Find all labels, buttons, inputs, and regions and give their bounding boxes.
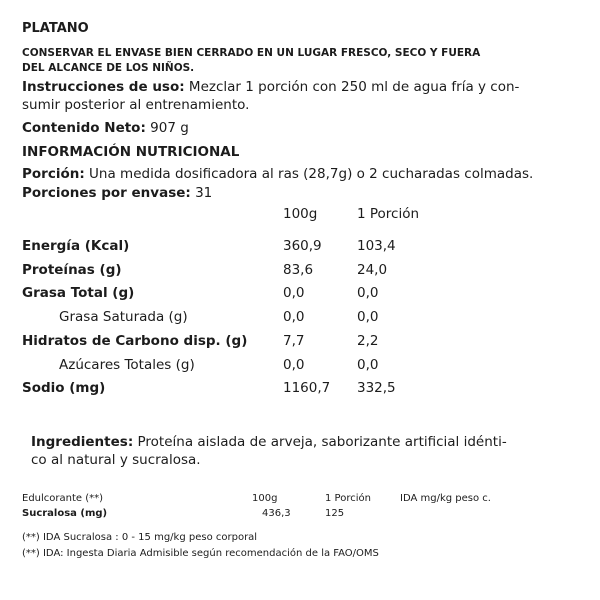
- net-content-label: Contenido Neto:: [22, 120, 146, 136]
- storage-text-line2: DEL ALCANCE DE LOS NIÑOS.: [22, 62, 195, 74]
- ingredients-line2: co al natural y sucralosa.: [31, 452, 201, 468]
- sweetener-column-ida: IDA mg/kg peso c.: [400, 493, 491, 504]
- nutrient-value-portion: 0,0: [357, 357, 379, 373]
- nutrition-heading: INFORMACIÓN NUTRICIONAL: [22, 144, 240, 160]
- ingredients-text: Proteína aislada de arveja, saborizante artificial idénti-: [133, 434, 507, 450]
- nutrient-value-100g: 1160,7: [283, 380, 331, 396]
- servings-per-package: [22, 185, 212, 201]
- nutrient-label-saturated-fat: Grasa Saturada (g): [59, 309, 188, 325]
- serving-label: Porción:: [22, 166, 85, 182]
- storage-text-line1: CONSERVAR EL ENVASE BIEN CERRADO EN UN LUGAR FRESCO, SECO Y FUERA: [22, 47, 481, 59]
- serving-line: [22, 166, 533, 182]
- serving-value: Una medida dosificadora al ras (28,7g) o 2 cucharadas colmadas.: [84, 166, 534, 182]
- instructions-text: Mezclar 1 porción con 250 ml de agua fría y con-: [184, 79, 520, 95]
- sweetener-value-portion: 125: [325, 508, 345, 519]
- nutrient-value-portion: 332,5: [357, 380, 396, 396]
- nutrient-value-100g: 0,0: [283, 309, 305, 325]
- column-header-portion: 1 Porción: [357, 206, 420, 222]
- nutrient-label-protein: Proteínas (g): [22, 262, 122, 278]
- nutrient-value-100g: 360,9: [283, 238, 322, 254]
- nutrient-value-portion: 24,0: [357, 262, 388, 278]
- nutrient-value-100g: 7,7: [283, 333, 305, 349]
- sweetener-column-label: Edulcorante (**): [22, 493, 104, 504]
- column-header-100g: 100g: [283, 206, 318, 222]
- nutrient-value-portion: 103,4: [357, 238, 396, 254]
- nutrient-value-100g: 83,6: [283, 262, 314, 278]
- servings-value: 31: [190, 185, 213, 201]
- sweetener-value-100g: 436,3: [262, 508, 291, 519]
- ingredients-line1: [31, 434, 507, 450]
- nutrient-value-100g: 0,0: [283, 285, 305, 301]
- sweetener-column-100g: 100g: [252, 493, 278, 504]
- servings-label: Porciones por envase:: [22, 185, 191, 201]
- nutrient-label-total-fat: Grasa Total (g): [22, 285, 135, 301]
- product-name: PLATANO: [22, 21, 89, 36]
- footnote-ida-sucralose: (**) IDA Sucralosa : 0 - 15 mg/kg peso corporal: [22, 532, 258, 543]
- net-content-value: 907 g: [145, 120, 189, 136]
- sweetener-column-portion: 1 Porción: [325, 493, 371, 504]
- net-content: [22, 120, 189, 136]
- instructions-line2: sumir posterior al entrenamiento.: [22, 97, 250, 113]
- instructions-line1: [22, 79, 519, 95]
- ingredients-label: Ingredientes:: [31, 434, 134, 450]
- instructions-label: Instrucciones de uso:: [22, 79, 185, 95]
- nutrient-value-100g: 0,0: [283, 357, 305, 373]
- nutrient-value-portion: 0,0: [357, 309, 379, 325]
- nutrient-value-portion: 0,0: [357, 285, 379, 301]
- sweetener-name: Sucralosa (mg): [22, 508, 108, 519]
- nutrient-value-portion: 2,2: [357, 333, 379, 349]
- nutrient-label-sodium: Sodio (mg): [22, 380, 106, 396]
- nutrient-label-carbohydrates: Hidratos de Carbono disp. (g): [22, 333, 248, 349]
- nutrient-label-total-sugars: Azúcares Totales (g): [59, 357, 195, 373]
- nutrient-label-energy: Energía (Kcal): [22, 238, 130, 254]
- footnote-ida-definition: (**) IDA: Ingesta Diaria Admisible según recomendación de la FAO/OMS: [22, 548, 379, 559]
